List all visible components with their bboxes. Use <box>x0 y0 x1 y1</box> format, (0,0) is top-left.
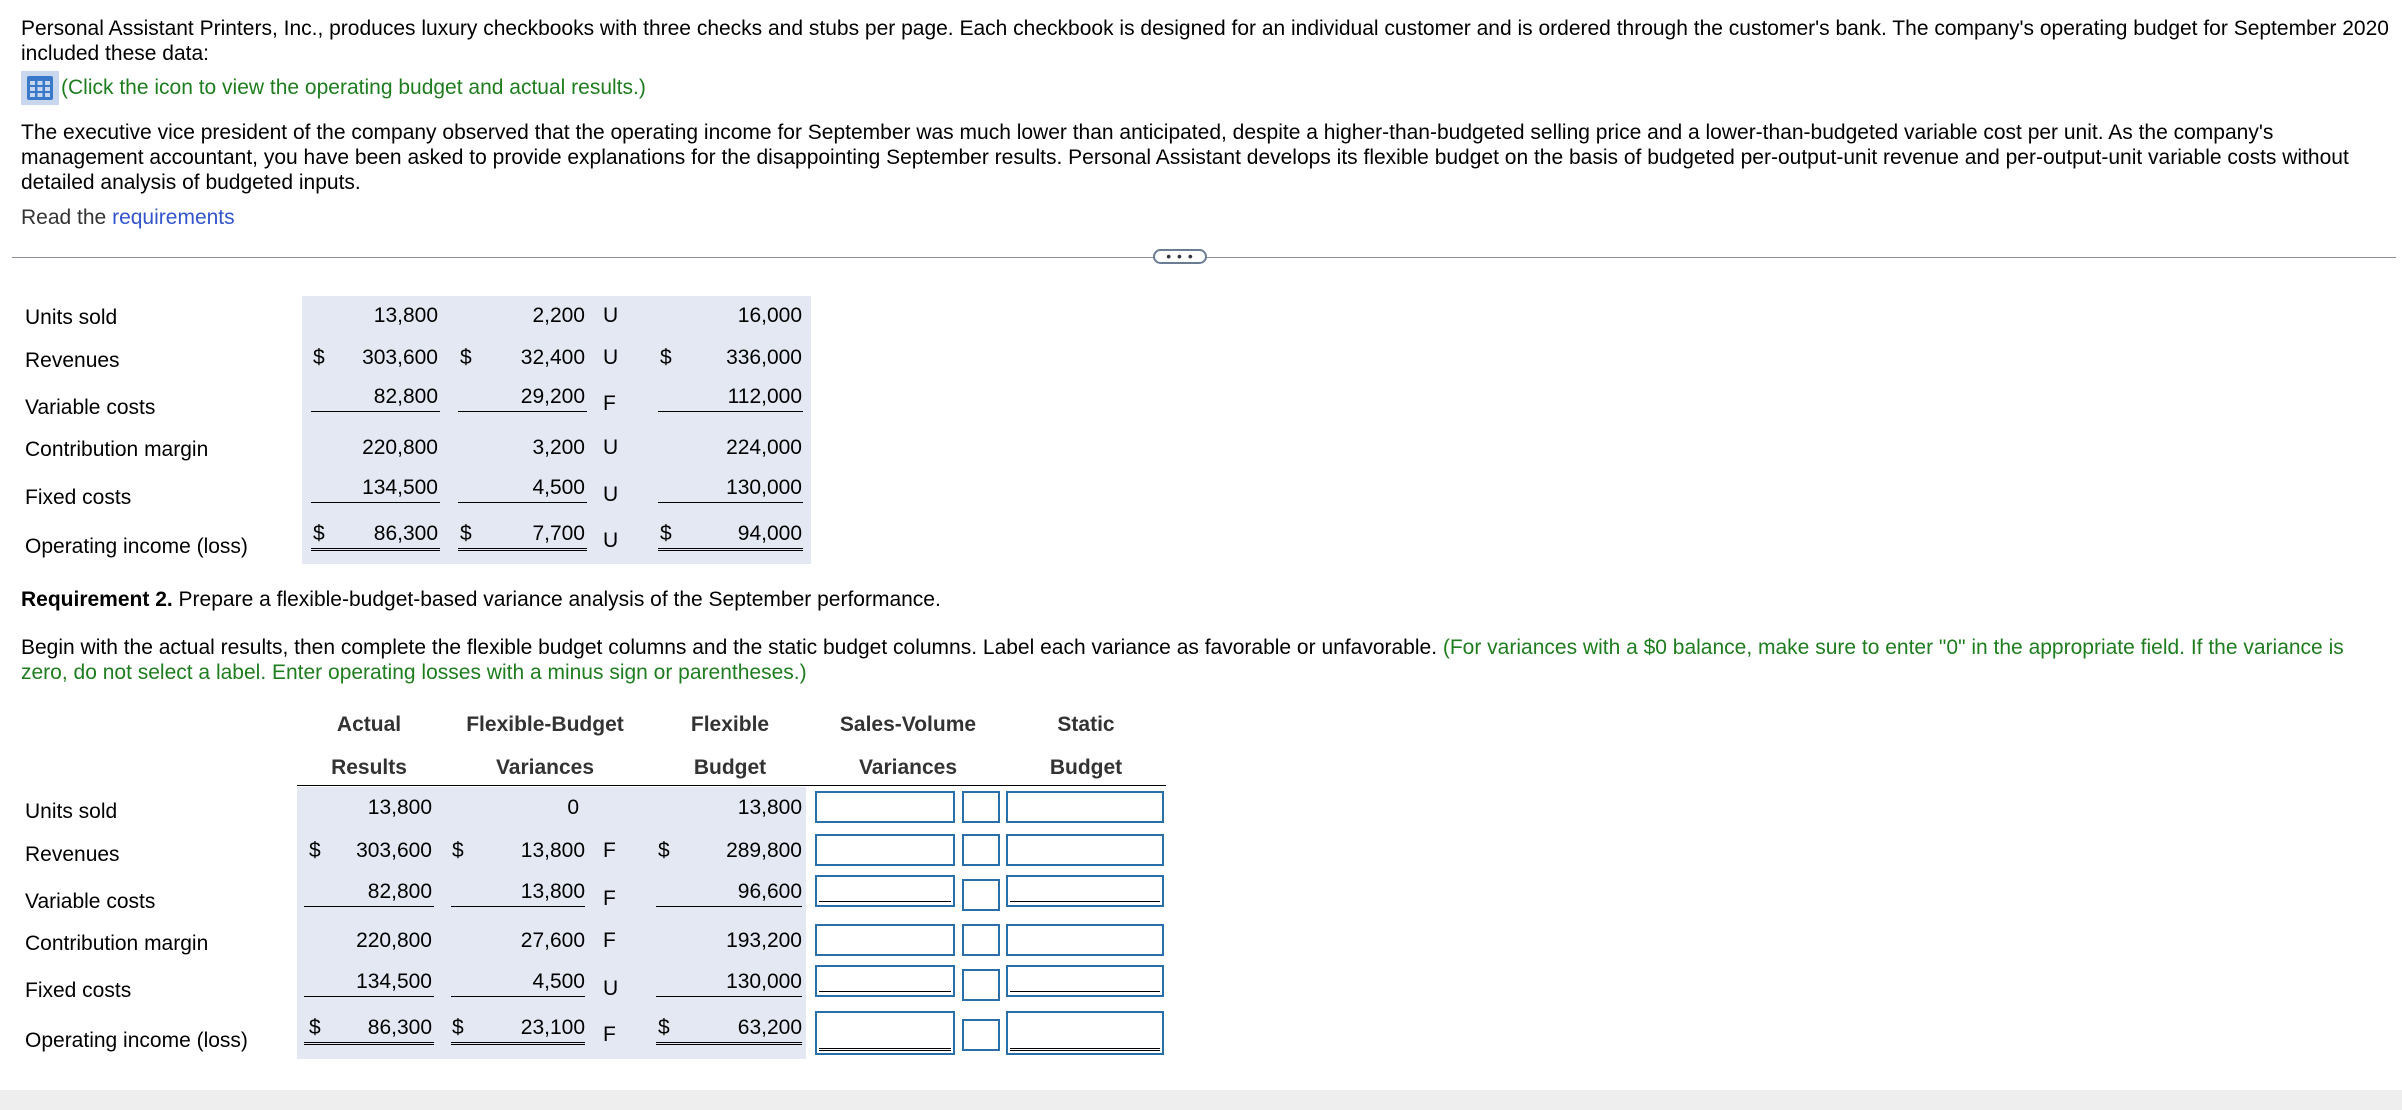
t2-fbv-label-revenues: F <box>603 839 616 862</box>
t1-var-variable: 29,200 <box>520 385 585 408</box>
t2-dollar: $ <box>658 839 670 862</box>
t1-var-revenues: 32,400 <box>520 346 585 369</box>
t1-static-units: 16,000 <box>737 304 802 327</box>
instructions-text: Begin with the actual results, then complete the flexible budget columns and the static budget columns. Label each variance as favorable or unfavorable. <box>21 636 1443 659</box>
t1-var-contribution: 3,200 <box>532 436 585 459</box>
requirements-link[interactable]: requirements <box>112 206 235 229</box>
t1-static-fixed: 130,000 <box>726 476 802 499</box>
t2-fbv-fixed: 4,500 <box>532 970 585 993</box>
t1-static-contribution: 224,000 <box>726 436 802 459</box>
t1-static-variable: 112,000 <box>727 385 802 408</box>
t2-label-units: Units sold <box>25 800 118 823</box>
t2-flex-contribution: 193,200 <box>726 929 802 952</box>
t1-dollar: $ <box>460 522 472 545</box>
static-input-units[interactable] <box>1006 791 1164 823</box>
t1-label-contribution: Contribution margin <box>25 438 209 461</box>
svv-label-select-fixed-costs[interactable] <box>962 969 1000 1001</box>
t1-rule <box>458 411 587 412</box>
t1-label-operating-income: Operating income (loss) <box>25 535 248 558</box>
instructions <box>21 635 2391 685</box>
more-button[interactable]: • • • <box>1153 249 1207 264</box>
t1-var-label-revenues: U <box>603 346 619 369</box>
t1-var-label-units: U <box>603 304 619 327</box>
t1-dollar: $ <box>313 522 325 545</box>
t1-double-rule <box>458 548 587 551</box>
t2-label-revenues: Revenues <box>25 843 120 866</box>
t1-actual-fixed: 134,500 <box>362 476 438 499</box>
static-input-operating[interactable] <box>1006 1011 1164 1055</box>
header-svv-line1: Sales-Volume <box>839 713 977 736</box>
t2-rule <box>304 996 434 997</box>
requirement-2-text: Prepare a flexible-budget-based variance analysis of the September performance. <box>172 588 941 611</box>
t2-label-variable-costs: Variable costs <box>25 890 156 913</box>
t1-dollar: $ <box>660 522 672 545</box>
t2-double-rule <box>451 1042 585 1045</box>
t2-dollar: $ <box>658 1016 670 1039</box>
t2-rule <box>304 906 434 907</box>
t2-dollar: $ <box>309 1016 321 1039</box>
header-actual-line1: Actual <box>336 713 402 736</box>
t2-actual-fixed: 134,500 <box>356 970 432 993</box>
t2-flex-fixed: 130,000 <box>726 970 802 993</box>
t1-label-revenues: Revenues <box>25 349 120 372</box>
t2-fbv-operating: 23,100 <box>520 1016 585 1039</box>
t2-actual-variable: 82,800 <box>367 880 432 903</box>
t2-fbv-revenues: 13,800 <box>520 839 585 862</box>
t2-fbv-label-fixed: U <box>603 977 619 1000</box>
intro-paragraph: Personal Assistant Printers, Inc., produces luxury checkbooks with three checks and stubs per page. Each checkbook is designed for an individual customer and is ordered through the customer's bank. The company's operating budget for September 2020 included these data: <box>21 17 2389 65</box>
svv-amount-input-contribution[interactable] <box>815 924 955 956</box>
header-svv-line2: Variances <box>858 756 958 779</box>
svv-amount-input-revenues[interactable] <box>815 834 955 866</box>
t2-actual-units: 13,800 <box>367 796 432 819</box>
t2-flex-operating: 63,200 <box>737 1016 802 1039</box>
static-input-contribution[interactable] <box>1006 924 1164 956</box>
static-input-revenues[interactable] <box>1006 834 1164 866</box>
t2-label-fixed-costs: Fixed costs <box>25 979 132 1002</box>
t1-dollar: $ <box>460 346 472 369</box>
static-input-variable-costs[interactable] <box>1006 875 1164 907</box>
t2-rule <box>451 906 585 907</box>
t1-var-fixed: 4,500 <box>532 476 585 499</box>
t2-label-operating-income: Operating income (loss) <box>25 1029 248 1052</box>
instructions-note: (For variances with a $0 balance, make sure to enter "0" in the appropriate field. If the variance is zero, do not select a label. Enter operating losses with a minus sign or parentheses.) <box>21 636 2344 684</box>
t1-rule <box>458 502 587 503</box>
svv-amount-input-operating[interactable] <box>815 1011 955 1055</box>
t1-var-operating: 7,700 <box>532 522 585 545</box>
t1-actual-operating: 86,300 <box>373 522 438 545</box>
t2-fbv-label-operating: F <box>603 1023 616 1046</box>
header-flex-line1: Flexible <box>690 713 770 736</box>
footer-bar <box>0 1090 2402 1110</box>
t1-label-variable-costs: Variable costs <box>25 396 156 419</box>
svv-label-select-revenues[interactable] <box>962 834 1000 866</box>
svv-label-select-variable-costs[interactable] <box>962 879 1000 911</box>
svv-label-select-units[interactable] <box>962 791 1000 823</box>
t1-actual-contribution: 220,800 <box>362 436 438 459</box>
t2-fbv-units: 0 <box>567 796 579 819</box>
t1-var-label-contribution: U <box>603 436 619 459</box>
view-data-link-text[interactable]: (Click the icon to view the operating budget and actual results.) <box>61 76 646 99</box>
t1-var-label-operating: U <box>603 529 619 552</box>
t1-rule <box>311 411 440 412</box>
t1-var-label-variable: F <box>603 392 616 415</box>
t1-dollar: $ <box>660 346 672 369</box>
t1-var-units: 2,200 <box>532 304 585 327</box>
t1-actual-units: 13,800 <box>373 304 438 327</box>
t1-rule <box>311 502 440 503</box>
t1-dollar: $ <box>313 346 325 369</box>
t1-actual-variable: 82,800 <box>373 385 438 408</box>
t2-actual-revenues: 303,600 <box>356 839 432 862</box>
header-static-line2: Budget <box>1049 756 1123 779</box>
header-actual-line2: Results <box>331 756 407 779</box>
t1-static-revenues: 336,000 <box>726 346 802 369</box>
header-rule <box>297 785 1166 786</box>
t1-var-label-fixed: U <box>603 483 619 506</box>
header-static-line1: Static <box>1057 713 1115 736</box>
t1-double-rule <box>311 548 440 551</box>
t2-dollar: $ <box>452 839 464 862</box>
t2-flex-variable: 96,600 <box>737 880 802 903</box>
exec-paragraph: The executive vice president of the company observed that the operating income for September was much lower than anticipated, despite a higher-than-budgeted selling price and a lower-than-budgeted variable cost per unit. As the company's management accountant, you have been asked to provide explanations for the disappointing September results. Personal Assistant develops its flexible budget on the basis of budgeted per-output-unit revenue and per-output-unit variable costs without detailed analysis of budgeted inputs. <box>21 121 2349 194</box>
svv-amount-input-variable-costs[interactable] <box>815 875 955 907</box>
t1-label-units: Units sold <box>25 306 118 329</box>
t1-rule <box>658 502 803 503</box>
svv-label-select-operating[interactable] <box>962 1019 1000 1051</box>
t2-rule <box>656 906 802 907</box>
table-icon[interactable] <box>21 71 59 105</box>
read-requirements-line: Read the requirements <box>21 206 235 229</box>
t2-rule <box>451 996 585 997</box>
t1-label-fixed-costs: Fixed costs <box>25 486 132 509</box>
header-flex-line2: Budget <box>693 756 767 779</box>
t2-rule <box>656 996 802 997</box>
t2-fbv-label-contribution: F <box>603 929 616 952</box>
t1-static-operating: 94,000 <box>737 522 802 545</box>
t1-actual-revenues: 303,600 <box>362 346 438 369</box>
t2-dollar: $ <box>452 1016 464 1039</box>
svv-amount-input-fixed-costs[interactable] <box>815 965 955 997</box>
t1-double-rule <box>658 548 803 551</box>
t2-fbv-variable: 13,800 <box>520 880 585 903</box>
t2-actual-contribution: 220,800 <box>356 929 432 952</box>
t2-label-contribution: Contribution margin <box>25 932 209 955</box>
requirement-2 <box>21 587 2391 612</box>
t2-flex-units: 13,800 <box>737 796 802 819</box>
svv-label-select-contribution[interactable] <box>962 924 1000 956</box>
view-data-link[interactable] <box>21 73 646 103</box>
t2-actual-operating: 86,300 <box>367 1016 432 1039</box>
svv-amount-input-units[interactable] <box>815 791 955 823</box>
t2-fbv-contribution: 27,600 <box>520 929 585 952</box>
static-input-fixed-costs[interactable] <box>1006 965 1164 997</box>
header-fbv-line1: Flexible-Budget <box>466 713 624 736</box>
requirement-2-heading: Requirement 2. <box>21 588 173 611</box>
t1-rule <box>658 411 803 412</box>
t2-double-rule <box>656 1042 802 1045</box>
header-fbv-line2: Variances <box>495 756 595 779</box>
t2-flex-revenues: 289,800 <box>726 839 802 862</box>
t2-double-rule <box>304 1042 434 1045</box>
t2-fbv-label-variable: F <box>603 887 616 910</box>
t2-dollar: $ <box>309 839 321 862</box>
